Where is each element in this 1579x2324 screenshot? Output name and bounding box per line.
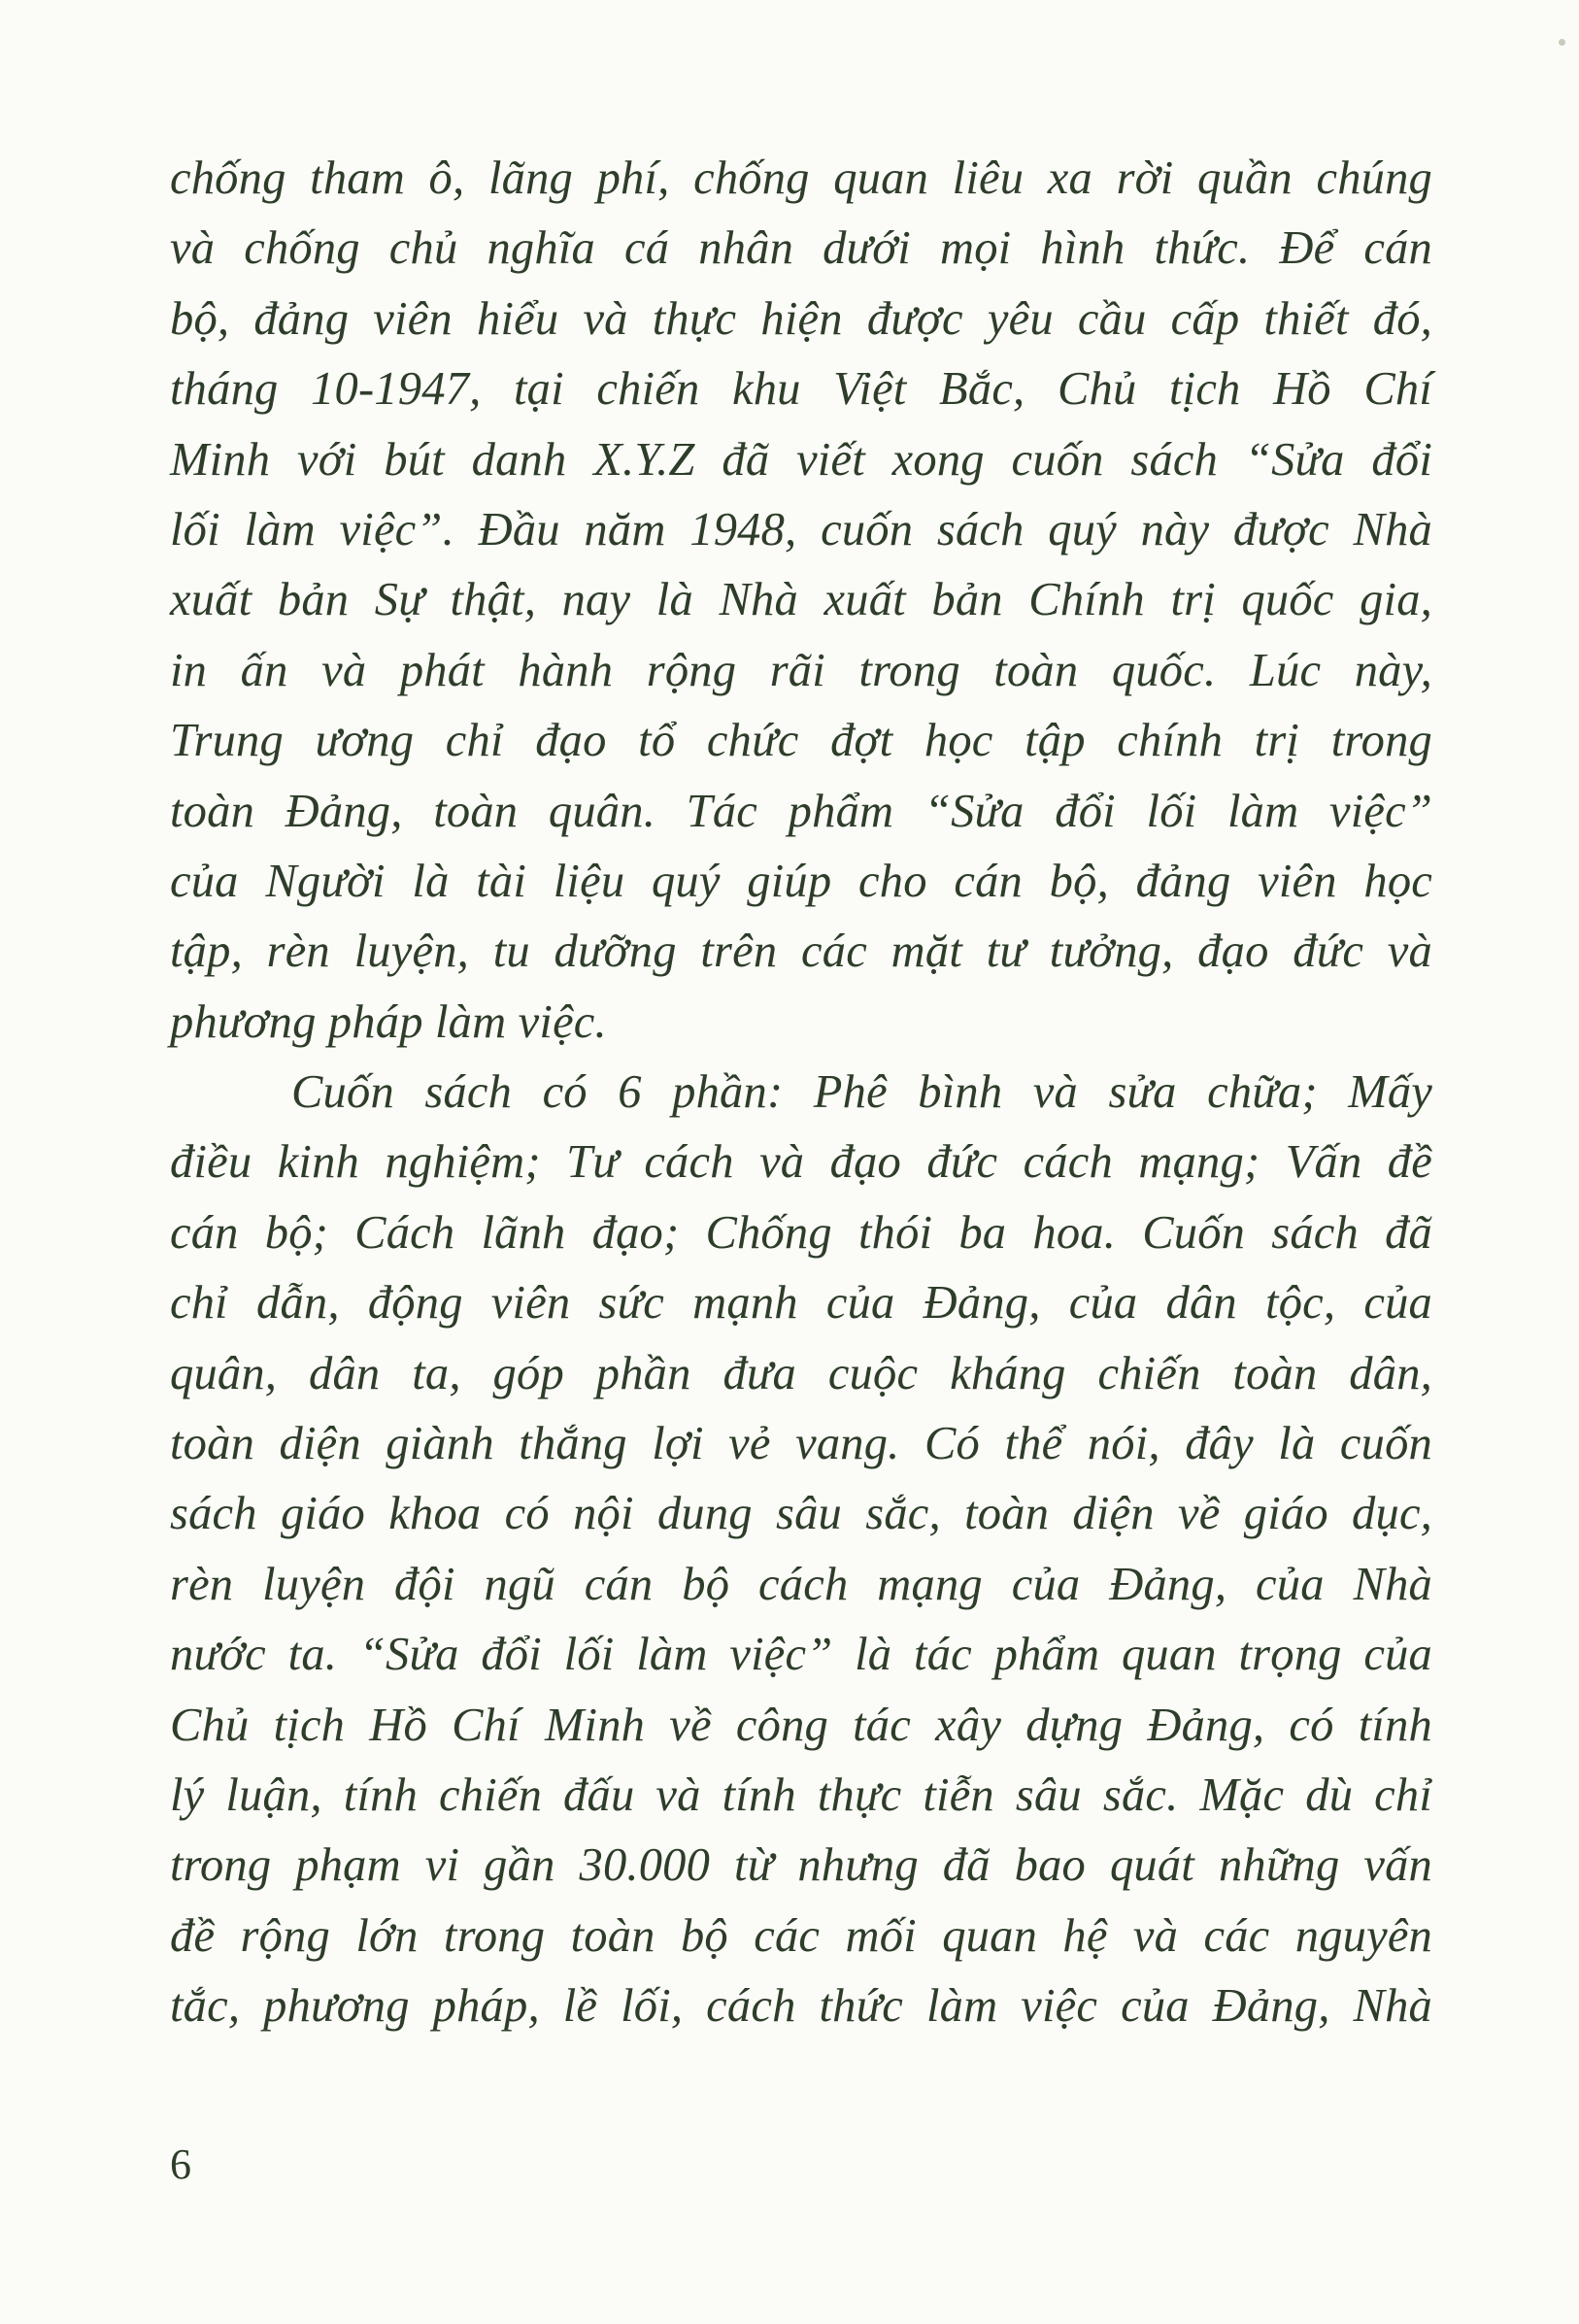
body-text [170,144,1432,2042]
text-line: điều kinh nghiệm; Tư cách và đạo đức cách mạng; Vấn đề [170,1136,1432,1189]
text-line: tháng 10-1947, tại chiến khu Việt Bắc, Chủ tịch Hồ Chí [170,363,1432,416]
text-line: trong phạm vi gần 30.000 từ nhưng đã bao quát những vấn [170,1839,1432,1892]
text-line: đề rộng lớn trong toàn bộ các mối quan hệ và các nguyên [170,1909,1432,1962]
text-line: cán bộ; Cách lãnh đạo; Chống thói ba hoa. Cuốn sách đã [170,1206,1432,1259]
text-line: xuất bản Sự thật, nay là Nhà xuất bản Chính trị quốc gia, [170,574,1432,626]
text-line: Minh với bút danh X.Y.Z đã viết xong cuốn sách “Sửa đổi [170,433,1432,486]
text-line: chỉ dẫn, động viên sức mạnh của Đảng, của dân tộc, của [170,1277,1432,1330]
text-line: Trung ương chỉ đạo tổ chức đợt học tập chính trị trong [170,715,1432,767]
text-line: toàn Đảng, toàn quân. Tác phẩm “Sửa đổi lối làm việc” [170,785,1432,837]
text-line: sách giáo khoa có nội dung sâu sắc, toàn diện về giáo dục, [170,1488,1432,1540]
text-line: chống tham ô, lãng phí, chống quan liêu xa rời quần chúng [170,152,1432,204]
corner-speck [1559,39,1565,46]
text-line: quân, dân ta, góp phần đưa cuộc kháng chiến toàn dân, [170,1347,1432,1399]
text-line: lối làm việc”. Đầu năm 1948, cuốn sách quý này được Nhà [170,503,1432,556]
text-line: rèn luyện đội ngũ cán bộ cách mạng của Đảng, của Nhà [170,1558,1432,1610]
text-line: phương pháp làm việc. [170,995,607,1048]
text-line: tập, rèn luyện, tu dưỡng trên các mặt tư tưởng, đạo đức và [170,926,1432,978]
text-line: tắc, phương pháp, lề lối, cách thức làm việc của Đảng, Nhà [170,1980,1432,2033]
text-line: Chủ tịch Hồ Chí Minh về công tác xây dựng Đảng, có tính [170,1699,1432,1751]
text-line: nước ta. “Sửa đổi lối làm việc” là tác phẩm quan trọng của [170,1629,1432,1681]
text-line: Cuốn sách có 6 phần: Phê bình và sửa chữa; Mấy [291,1066,1432,1119]
text-line: của Người là tài liệu quý giúp cho cán bộ, đảng viên học [170,855,1432,907]
text-line: toàn diện giành thắng lợi vẻ vang. Có thể nói, đây là cuốn [170,1418,1432,1470]
text-line: và chống chủ nghĩa cá nhân dưới mọi hình thức. Để cán [170,222,1432,275]
text-line: lý luận, tính chiến đấu và tính thực tiễn sâu sắc. Mặc dù chỉ [170,1768,1432,1821]
page-number: 6 [170,2140,191,2188]
text-line: in ấn và phát hành rộng rãi trong toàn quốc. Lúc này, [170,644,1432,696]
text-line: bộ, đảng viên hiểu và thực hiện được yêu cầu cấp thiết đó, [170,292,1432,345]
